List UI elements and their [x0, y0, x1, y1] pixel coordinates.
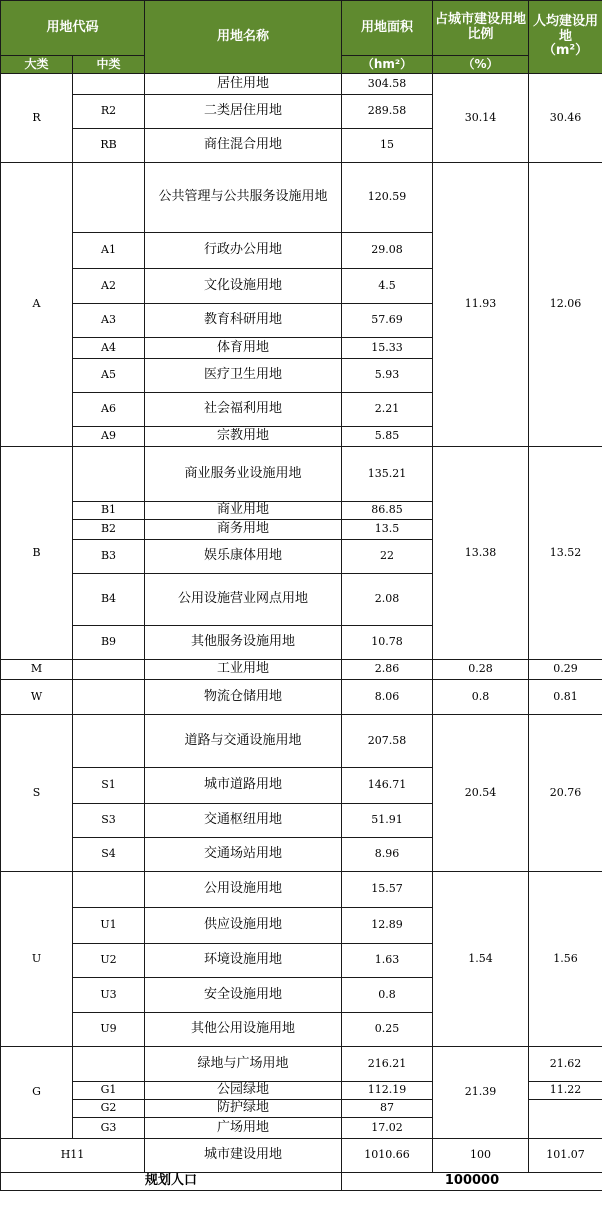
major-code: H11 [1, 1139, 145, 1173]
land-ratio: 0.28 [433, 660, 529, 680]
table-row [1, 872, 602, 908]
land-ratio: 30.14 [433, 74, 529, 163]
land-name: 公园绿地 [145, 1082, 342, 1100]
land-name: 二类居住用地 [145, 95, 342, 129]
land-name: 体育用地 [145, 338, 342, 359]
land-name: 安全设施用地 [145, 978, 342, 1013]
minor-code [73, 74, 145, 95]
table-row [1, 74, 602, 95]
land-ratio: 21.39 [433, 1047, 529, 1139]
major-code: S [1, 715, 73, 872]
table-row [1, 1047, 602, 1082]
major-code: W [1, 680, 73, 715]
land-ratio: 11.93 [433, 163, 529, 447]
land-area: 216.21 [342, 1047, 433, 1082]
land-name: 交通场站用地 [145, 838, 342, 872]
land-name: 防护绿地 [145, 1100, 342, 1118]
header-per-capita-unit: （m²） [542, 43, 589, 59]
per-capita: 21.62 [529, 1047, 602, 1082]
header-area-unit: （hm²） [342, 56, 433, 74]
land-ratio: 20.54 [433, 715, 529, 872]
land-name: 工业用地 [145, 660, 342, 680]
header-code: 用地代码 [1, 1, 145, 56]
header-ratio: 占城市建设用地比例 [433, 1, 529, 56]
minor-code [73, 163, 145, 233]
land-area: 135.21 [342, 447, 433, 502]
land-area: 22 [342, 540, 433, 574]
land-area: 0.8 [342, 978, 433, 1013]
major-code: G [1, 1047, 73, 1139]
major-code: A [1, 163, 73, 447]
major-code: U [1, 872, 73, 1047]
land-area: 120.59 [342, 163, 433, 233]
per-capita: 11.22 [529, 1082, 602, 1100]
land-area: 8.96 [342, 838, 433, 872]
minor-code: A1 [73, 233, 145, 269]
per-capita: 0.29 [529, 660, 602, 680]
minor-code: R2 [73, 95, 145, 129]
land-area: 15.33 [342, 338, 433, 359]
header-major: 大类 [1, 56, 73, 74]
land-name: 公用设施用地 [145, 872, 342, 908]
table-row [1, 680, 602, 715]
population-value: 100000 [342, 1173, 602, 1191]
minor-code: B3 [73, 540, 145, 574]
land-area: 10.78 [342, 626, 433, 660]
land-name: 绿地与广场用地 [145, 1047, 342, 1082]
minor-code: A2 [73, 269, 145, 304]
per-capita [529, 1100, 602, 1139]
land-name: 教育科研用地 [145, 304, 342, 338]
land-name: 文化设施用地 [145, 269, 342, 304]
header-name: 用地名称 [145, 1, 342, 74]
minor-code: A5 [73, 359, 145, 393]
land-name: 交通枢纽用地 [145, 804, 342, 838]
land-name: 公共管理与公共服务设施用地 [145, 163, 342, 233]
land-ratio: 1.54 [433, 872, 529, 1047]
land-name: 社会福利用地 [145, 393, 342, 427]
land-name: 商务用地 [145, 520, 342, 540]
minor-code: G2 [73, 1100, 145, 1118]
land-area: 2.08 [342, 574, 433, 626]
table-row [1, 1173, 602, 1191]
land-area: 29.08 [342, 233, 433, 269]
major-code: B [1, 447, 73, 660]
land-name: 商住混合用地 [145, 129, 342, 163]
land-name: 其他服务设施用地 [145, 626, 342, 660]
land-area: 1010.66 [342, 1139, 433, 1173]
header-area: 用地面积 [342, 1, 433, 56]
minor-code: B4 [73, 574, 145, 626]
table-row [1, 715, 602, 768]
land-ratio: 0.8 [433, 680, 529, 715]
land-area: 15 [342, 129, 433, 163]
minor-code: A3 [73, 304, 145, 338]
minor-code: B2 [73, 520, 145, 540]
land-name: 广场用地 [145, 1118, 342, 1139]
land-area: 4.5 [342, 269, 433, 304]
minor-code: A6 [73, 393, 145, 427]
land-area: 146.71 [342, 768, 433, 804]
minor-code: B1 [73, 502, 145, 520]
land-name: 供应设施用地 [145, 908, 342, 944]
land-ratio: 13.38 [433, 447, 529, 660]
land-area: 87 [342, 1100, 433, 1118]
minor-code: S3 [73, 804, 145, 838]
minor-code: G3 [73, 1118, 145, 1139]
table-row [1, 1139, 602, 1173]
minor-code: U3 [73, 978, 145, 1013]
minor-code: G1 [73, 1082, 145, 1100]
per-capita: 0.81 [529, 680, 602, 715]
land-area: 5.85 [342, 427, 433, 447]
land-area: 2.86 [342, 660, 433, 680]
per-capita: 1.56 [529, 872, 602, 1047]
minor-code [73, 872, 145, 908]
land-area: 12.89 [342, 908, 433, 944]
minor-code: U1 [73, 908, 145, 944]
land-area: 0.25 [342, 1013, 433, 1047]
land-area: 2.21 [342, 393, 433, 427]
land-area: 1.63 [342, 944, 433, 978]
table-row [1, 163, 602, 233]
land-name: 娱乐康体用地 [145, 540, 342, 574]
land-area: 207.58 [342, 715, 433, 768]
land-name: 宗教用地 [145, 427, 342, 447]
population-label: 规划人口 [1, 1173, 342, 1191]
land-name: 商业服务业设施用地 [145, 447, 342, 502]
land-area: 289.58 [342, 95, 433, 129]
per-capita: 13.52 [529, 447, 602, 660]
minor-code [73, 715, 145, 768]
per-capita: 30.46 [529, 74, 602, 163]
land-area: 15.57 [342, 872, 433, 908]
land-name: 居住用地 [145, 74, 342, 95]
table-row [1, 660, 602, 680]
minor-code [73, 660, 145, 680]
minor-code: U9 [73, 1013, 145, 1047]
minor-code: S1 [73, 768, 145, 804]
land-area: 86.85 [342, 502, 433, 520]
major-code: R [1, 74, 73, 163]
land-area: 8.06 [342, 680, 433, 715]
header-ratio-unit: （%） [433, 56, 529, 74]
land-name: 医疗卫生用地 [145, 359, 342, 393]
per-capita: 12.06 [529, 163, 602, 447]
major-code: M [1, 660, 73, 680]
minor-code [73, 680, 145, 715]
land-name: 道路与交通设施用地 [145, 715, 342, 768]
land-area: 57.69 [342, 304, 433, 338]
minor-code: A9 [73, 427, 145, 447]
land-name: 其他公用设施用地 [145, 1013, 342, 1047]
minor-code: S4 [73, 838, 145, 872]
land-area: 5.93 [342, 359, 433, 393]
land-ratio: 100 [433, 1139, 529, 1173]
minor-code: A4 [73, 338, 145, 359]
table-row [1, 447, 602, 502]
land-name: 城市建设用地 [145, 1139, 342, 1173]
minor-code: B9 [73, 626, 145, 660]
header-per-capita [529, 1, 602, 74]
land-area: 17.02 [342, 1118, 433, 1139]
land-name: 行政办公用地 [145, 233, 342, 269]
minor-code [73, 1047, 145, 1082]
per-capita: 101.07 [529, 1139, 602, 1173]
minor-code: RB [73, 129, 145, 163]
per-capita: 20.76 [529, 715, 602, 872]
land-area: 13.5 [342, 520, 433, 540]
land-name: 公用设施营业网点用地 [145, 574, 342, 626]
land-name: 环境设施用地 [145, 944, 342, 978]
land-name: 物流仓储用地 [145, 680, 342, 715]
land-name: 城市道路用地 [145, 768, 342, 804]
header-minor: 中类 [73, 56, 145, 74]
land-area: 51.91 [342, 804, 433, 838]
minor-code [73, 447, 145, 502]
minor-code: U2 [73, 944, 145, 978]
header-per-capita-label: 人均建设用地 [533, 13, 599, 44]
land-area: 112.19 [342, 1082, 433, 1100]
land-name: 商业用地 [145, 502, 342, 520]
land-area: 304.58 [342, 74, 433, 95]
